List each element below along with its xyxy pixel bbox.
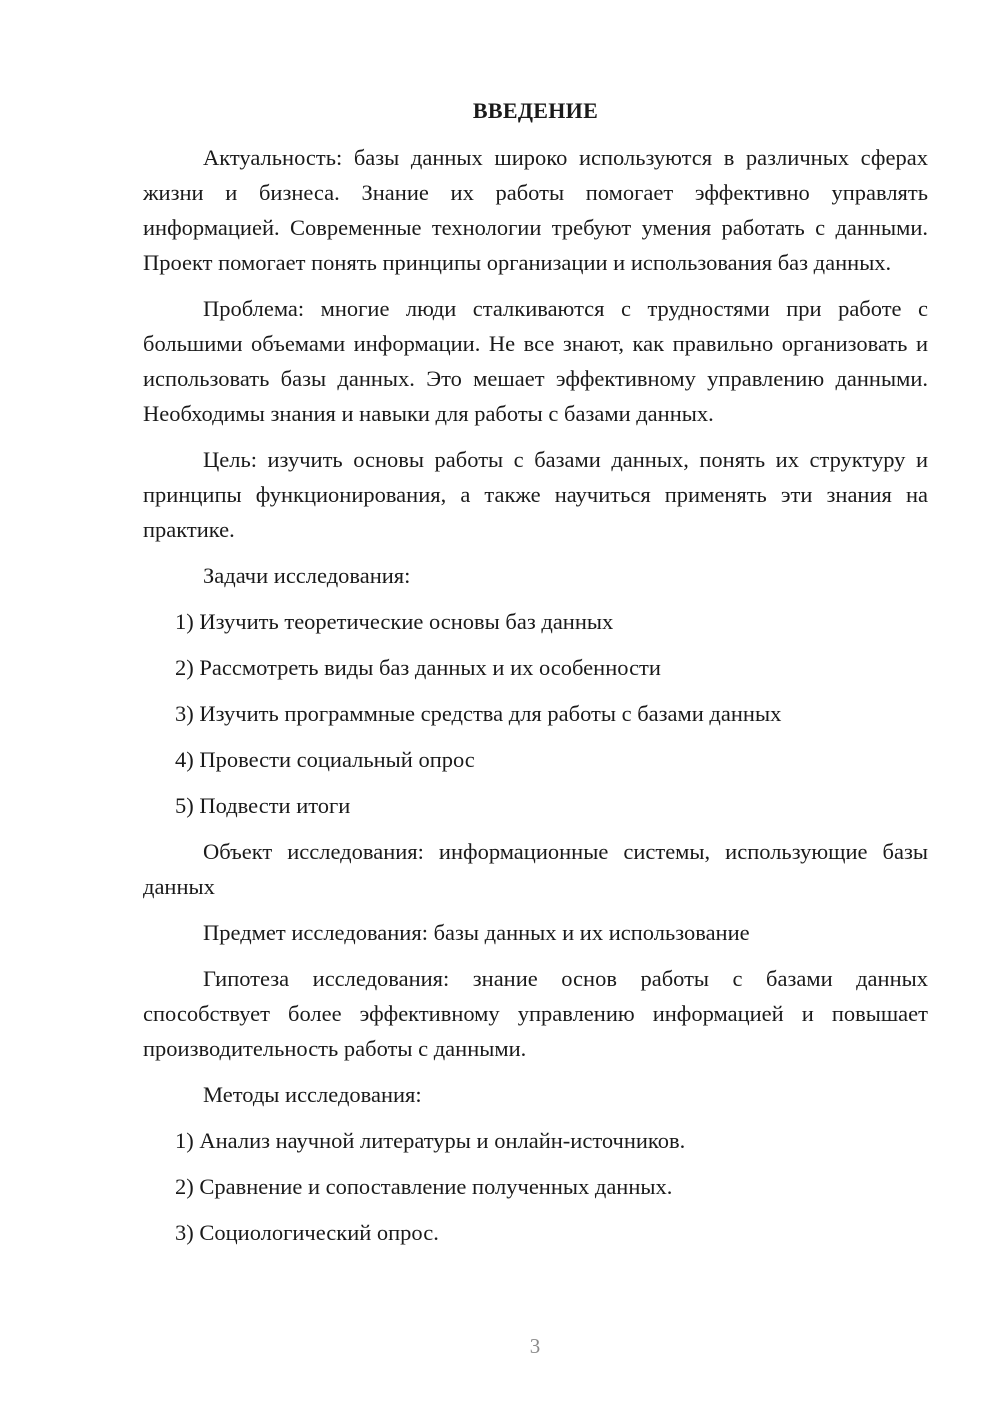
tasks-list — [143, 604, 928, 823]
list-item: 3) Изучить программные средства для работы с базами данных — [175, 701, 782, 726]
list-item: 3) Социологический опрос. — [175, 1220, 439, 1245]
paragraph-relevance: Актуальность: базы данных широко используются в различных сферах жизни и бизнеса. Знание их работы помогает эффективно управлять информацией. Современные технологии требуют умения работать с данными. Проект помогает понять принципы организации и использования баз данных. — [143, 145, 928, 275]
list-item: 5) Подвести итоги — [175, 793, 351, 818]
list-item: 4) Провести социальный опрос — [175, 747, 475, 772]
page-content — [143, 96, 928, 1261]
methods-list — [143, 1123, 928, 1250]
paragraph-object: Объект исследования: информационные системы, использующие базы данных — [143, 839, 928, 899]
list-item: 1) Изучить теоретические основы баз данных — [175, 609, 614, 634]
page-title: ВВЕДЕНИЕ — [472, 98, 599, 123]
list-item: 1) Анализ научной литературы и онлайн-источников. — [175, 1128, 686, 1153]
paragraph-hypothesis: Гипотеза исследования: знание основ работы с базами данных способствует более эффективному управлению информацией и повышает производительность работы с данными. — [143, 966, 928, 1061]
tasks-heading: Задачи исследования: — [203, 563, 411, 588]
methods-heading: Методы исследования: — [203, 1082, 422, 1107]
page-number: 3 — [529, 1334, 541, 1358]
paragraph-goal: Цель: изучить основы работы с базами данных, понять их структуру и принципы функционирования, а также научиться применять эти знания на практике. — [143, 447, 928, 542]
paragraph-subject: Предмет исследования: базы данных и их использование — [203, 920, 750, 945]
list-item: 2) Сравнение и сопоставление полученных данных. — [175, 1174, 673, 1199]
paragraph-problem: Проблема: многие люди сталкиваются с трудностями при работе с большими объемами информации. Не все знают, как правильно организовать и использовать базы данных. Это мешает эффективному управлению данными. Необходимы знания и навыки для работы с базами данных. — [143, 296, 928, 426]
list-item: 2) Рассмотреть виды баз данных и их особенности — [175, 655, 661, 680]
